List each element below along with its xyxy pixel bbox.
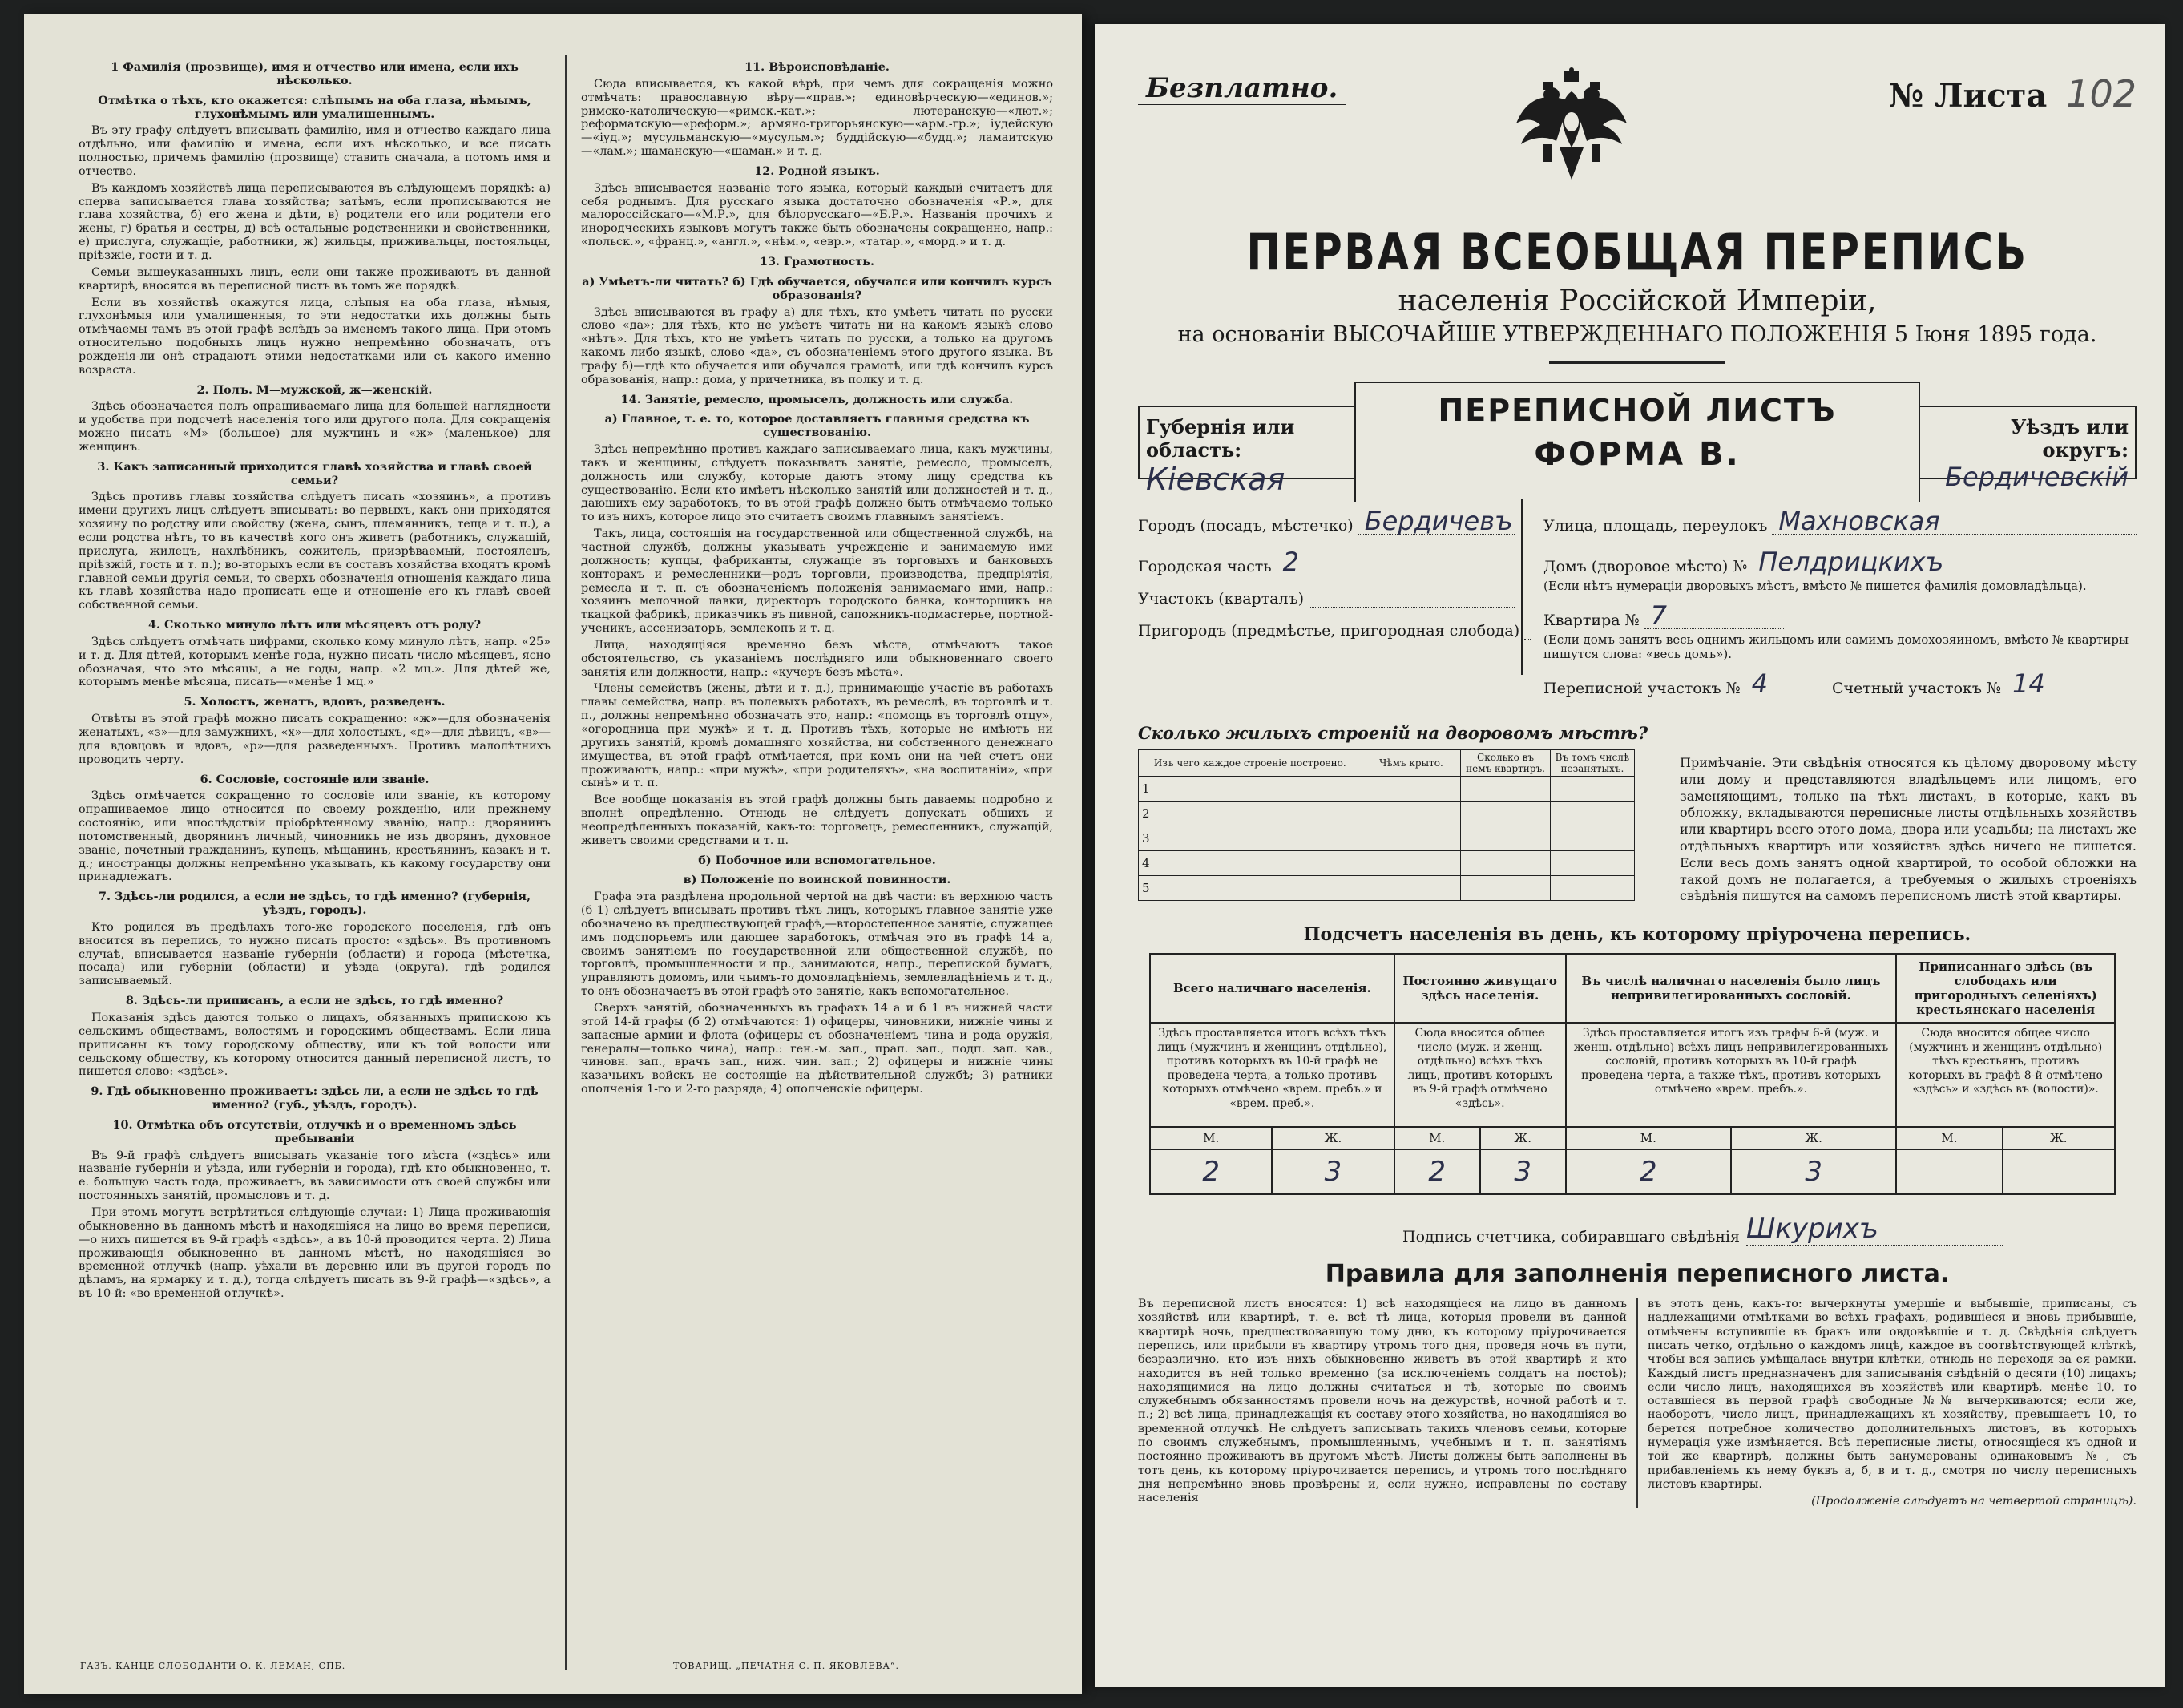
- table-cell: [1461, 826, 1550, 851]
- section-heading: а) Умѣетъ-ли читать? б) Гдѣ обучается, обучался или кончилъ курсъ образованія?: [582, 274, 1052, 302]
- table-cell: [1550, 777, 1634, 802]
- table-cell: Сюда вносится общее число (муж. и женщ. отдѣльно) всѣхъ тѣхъ лицъ, противъ которыхъ въ 9-й графѣ отмѣчено «здѣсь».: [1394, 1023, 1566, 1127]
- table-header: Приписаннаго здѣсь (въ слободахъ или пригородныхъ селеніяхъ) крестьянскаго населенія: [1896, 954, 2115, 1023]
- paragraph: Если въ хозяйствѣ окажутся лица, слѣпыя на оба глаза, нѣмыя, глухонѣмыя или умалишенныя, то эти недостатки ихъ должны быть отмѣчаемы тамъ въ этой графѣ вслѣдъ за именемъ такого лица. При этомъ относительно подобныхъ лицъ нужно непремѣнно обозначать, отъ рожденія-ли онѣ страдаютъ этими недостатками или съ какого именно возраста.: [79, 296, 551, 377]
- male-header: М.: [1394, 1127, 1480, 1149]
- section-heading: 2. Полъ. М—мужской, ж—женскій.: [196, 382, 433, 397]
- population-value: 2: [1566, 1149, 1731, 1194]
- female-header: Ж.: [1480, 1127, 1566, 1149]
- section-heading: 7. Здѣсь-ли родился, а если не здѣсь, то гдѣ именно? (губернія, уѣздъ, городъ).: [99, 890, 531, 918]
- paragraph: Графа эта раздѣлена продольной чертой на двѣ части: въ верхнюю часть (б 1) слѣдуетъ вписывать противъ тѣхъ лицъ, которыхъ главное занятіе уже обозначено въ предшествующей графѣ,—второстепенное занятіе, служащее имъ подспорьемъ или дающее заработокъ, отмѣчая это въ графѣ 14 а, своимъ занятіемъ по государственной или общественной службѣ, по торговлѣ, промышленности и пр., занимаются, напр., перепиской бумагъ, управляютъ домомъ, или чьимъ-то домовладѣніемъ, землевладѣніемъ и т. д., то онъ обозначаетъ въ этой графѣ это занятіе, какъ вспомогательное.: [581, 890, 1053, 999]
- sheet-number-label: № Листа: [1888, 77, 2048, 115]
- table-cell: [1362, 826, 1461, 851]
- house-note: (Если нѣтъ нумераціи дворовыхъ мѣстъ, вмѣсто № пишется фамилія домовладѣльца).: [1543, 579, 2087, 593]
- instructions-column-1: [79, 55, 551, 1670]
- male-header: М.: [1150, 1127, 1272, 1149]
- district-label: Уѣздъ или округъ:: [2011, 415, 2129, 462]
- paragraph: Здѣсь непремѣнно противъ каждаго записываемаго лица, какъ мужчины, такъ и женщины, слѣдуетъ показывать занятіе, ремесло, промыселъ, должность или службу, которые даютъ этому лицу средства къ существованію. Если кто имѣетъ нѣсколько занятій или должностей и т. д., дающихъ ему заработокъ, то въ этой графѣ должно быть отмѣчаемо только то изъ нихъ, которое лицо это считаетъ своимъ главнымъ занятіемъ.: [581, 443, 1053, 524]
- table-cell: [1362, 777, 1461, 802]
- population-value: [2003, 1149, 2115, 1194]
- population-value: 2: [1150, 1149, 1272, 1194]
- table-cell: Сюда вносится общее число (мужчинъ и женщинъ отдѣльно) тѣхъ крестьянъ, противъ которыхъ въ графѣ 8-й отмѣчено «здѣсь» и «здѣсь въ (волости)».: [1896, 1023, 2115, 1127]
- column-divider: [565, 55, 567, 1670]
- signature-value: Шкурихъ: [1746, 1213, 2003, 1246]
- sheet-type-box: [1354, 382, 1920, 502]
- address-block: [1138, 499, 2137, 712]
- section-field: Участокъ (кварталъ): [1138, 590, 1515, 608]
- paragraph: Здѣсь обозначается полъ опрашиваемаго лица для большей наглядности и удобства при подсчетѣ населенія того или другого пола. Для сокращенія можно писать «М» (большое) для мужчинъ и «ж» (маленькое) для женщинъ.: [79, 400, 551, 454]
- table-cell: [1362, 802, 1461, 826]
- section-heading: 5. Холостъ, женатъ, вдовъ, разведенъ.: [184, 695, 446, 709]
- section-heading: 11. Вѣроисповѣданіе.: [744, 60, 890, 74]
- rules-text: [1138, 1298, 2137, 1508]
- paragraph: Здѣсь слѣдуетъ отмѣчать цифрами, сколько кому минуло лѣтъ, напр. «25» и т. д. Для дѣтей, которымъ менѣе года, нужно писать число мѣсяцевъ, ясно обозначая, что это мѣсяцы, а не годы, напр. «2 мц.». Для дѣтей же, которымъ менѣе мѣсяца, писать—«менѣе 1 мц.»: [79, 635, 551, 689]
- section-heading: 12. Родной языкъ.: [754, 164, 880, 178]
- main-title: ПЕРВАЯ ВСЕОБЩАЯ ПЕРЕПИСЬ: [1246, 223, 2028, 281]
- house-field: Домъ (дворовое мѣсто) № Пелдрицкихъ: [1543, 549, 2137, 575]
- table-cell: 5: [1139, 876, 1362, 901]
- male-header: М.: [1896, 1127, 2002, 1149]
- table-header: Постоянно живущаго здѣсь населенія.: [1394, 954, 1566, 1023]
- table-cell: [1550, 876, 1634, 901]
- table-header: Чѣмъ крыто.: [1362, 750, 1461, 777]
- table-header: Въ томъ числѣ незанятыхъ.: [1550, 750, 1634, 777]
- table-cell: [1461, 802, 1550, 826]
- paragraph: Сюда вписывается, къ какой вѣрѣ, при чемъ для сокращенія можно отмѣчать: православную вѣру—«прав.»; единовѣрческую—«единов.»; римско-католическую—«римск.-кат.»; лютеранскую—«лют.»; реформатскую—«реформ.»; армяно-григорьянскую—«арм.-гр.»; іудейскую—«іуд.»; мусульманскую—«мусульм.»; буддійскую—«будд.»; ламаитскую—«лам.»; шаманскую—«шаман.» и т. д.: [581, 77, 1053, 159]
- left-page: [24, 14, 1082, 1694]
- legal-basis: на основаніи ВЫСОЧАЙШЕ УТВЕРЖДЕННАГО ПОЛОЖЕНІЯ 5 Іюня 1895 года.: [1177, 322, 2097, 347]
- section-heading: 9. Гдѣ обыкновенно проживаетъ: здѣсь ли, а если не здѣсь то гдѣ именно? (губ., уѣздъ, городъ).: [91, 1084, 539, 1112]
- section-heading: а) Главное, т. е. то, которое доставляетъ главныя средства къ существованію.: [604, 412, 1030, 440]
- street-field: Улица, площадь, переулокъ Махновская: [1543, 508, 2137, 535]
- section-heading: 14. Занятіе, ремесло, промыселъ, должность или служба.: [620, 392, 1014, 406]
- population-value: [1896, 1149, 2002, 1194]
- province-value: Кіевская: [1146, 462, 1285, 497]
- paragraph: Сверхъ занятій, обозначенныхъ въ графахъ 14 а и б 1 въ нижней части этой 14-й графы (б 2) отмѣчаются: 1) офицеры, чиновники, нижніе чины и запасные армии и флота (офицеры съ обозначеніемъ чина и рода оружія, генералы—только чина), напр.: ген.-м. зап., прап. зап., подп. зап. кав., чиновн. зап., врачъ зап., ниж. чин. зап.; 2) офицеры и нижніе чины казачьихъ войскъ не состоящіе на дѣйствительной службѣ; 3) ратники ополченія 1-го и 2-го разряда; 4) ополченскіе офицеры.: [581, 1002, 1053, 1096]
- section-heading: 6. Сословіе, состояніе или званіе.: [200, 772, 430, 786]
- paragraph: Въ эту графу слѣдуетъ вписывать фамилію, имя и отчество каждаго лица отдѣльно, или фамилію и имена, если ихъ нѣсколько, и все писать полностью, причемъ фамилію (прозвище) ставить сначала, а потомъ имя и отчество.: [79, 124, 551, 178]
- divider: [1549, 361, 1725, 364]
- district-box: [1920, 406, 2137, 492]
- sheet-number-value: 102: [2066, 72, 2137, 115]
- continuation-note: (Продолженіе слѣдуетъ на четвертой страницѣ).: [1811, 1495, 2137, 1508]
- female-header: Ж.: [1731, 1127, 1896, 1149]
- population-value: 2: [1394, 1149, 1480, 1194]
- population-value: 3: [1480, 1149, 1566, 1194]
- female-header: Ж.: [1272, 1127, 1394, 1149]
- section-heading: 4. Сколько минуло лѣтъ или мѣсяцевъ отъ роду?: [147, 618, 482, 632]
- section-heading: 3. Какъ записанный приходится главѣ хозяйства и главѣ своей семьи?: [97, 459, 532, 487]
- table-cell: [1461, 777, 1550, 802]
- male-header: М.: [1566, 1127, 1731, 1149]
- section-heading: 8. Здѣсь-ли приписанъ, а если не здѣсь, то гдѣ именно?: [125, 994, 504, 1008]
- section-heading: 10. Отмѣтка объ отсутствіи, отлучкѣ и о временномъ здѣсь пребываніи: [112, 1117, 517, 1145]
- printer-mark-left: ГАЗЪ. КАНЦЕ СЛОБОДАНТИ О. К. ЛЕМАН, СПБ.: [80, 1661, 346, 1671]
- table-header: Изъ чего каждое строеніе построено.: [1139, 750, 1362, 777]
- table-cell: 2: [1139, 802, 1362, 826]
- paragraph: Въ каждомъ хозяйствѣ лица переписываются въ слѣдующемъ порядкѣ: а) сперва записывается глава хозяйства; затѣмъ, если прописываются не глава хозяйства, б) его жена и дѣти, в) родители его или родители его жены, г) братья и сестры, д) всѣ остальные родственники и свойственники, е) прислуга, служащіе, работники, ж) жильцы, приживальцы, постояльцы, пріѣзжіе, гости и т. д.: [79, 181, 551, 262]
- table-cell: 1: [1139, 777, 1362, 802]
- apartment-note: (Если домъ занятъ весь однимъ жильцомъ или самимъ домохозяиномъ, вмѣсто № квартиры пишутся слова: «весь домъ»).: [1543, 632, 2129, 661]
- rules-column-1: Въ переписной листъ вносятся: 1) всѣ находящіеся на лицо въ данномъ хозяйствѣ или квартирѣ, т. е. всѣ тѣ лица, которыя провели въ данной квартирѣ ночь, предшествовавшую тому дню, къ которому пріурочивается перепись, или прибыли въ квартиру утромъ того дня, проведя ночь въ пути, безразлично, кто изъ нихъ обыкновенно живетъ въ этой квартирѣ и кто находится въ ней только временно (за исключеніемъ солдатъ на постоѣ); находящимися на лицо должны считаться и тѣ, которые по своимъ служебнымъ обязанностямъ провели ночь на дежурствѣ, ночной работѣ и т. п.; 2) всѣ лица, принадлежащія къ составу этого хозяйства, но находящіяся во временной отлучкѣ. Не слѣдуетъ записывать такихъ членовъ семьи, которые по своимъ служебнымъ, промышленнымъ, учебнымъ и т. п. занятіямъ постоянно проживаютъ въ другомъ мѣстѣ. Листы должны быть заполнены въ тотъ день, къ которому пріурочивается перепись, и утромъ того послѣдняго дня непремѣнно вновь провѣрены и, если нужно, исправлены по составу населенія: [1138, 1298, 1627, 1505]
- city-field: Городъ (посадъ, мѣстечко) Бердичевъ: [1138, 508, 1515, 535]
- paragraph: Такъ, лица, состоящія на государственной или общественной службѣ, на частной службѣ, должны указывать учрежденіе и занимаемую ими должность; купцы, фабриканты, служащіе въ торговыхъ и банковыхъ конторахъ и ремесленники—родъ торговли, производства, предпріятія, ремесла и т. п. съ обозначеніемъ положенія занимаемаго ими, напр.: хозяинъ мелочной лавки, директоръ городского банка, конторщикъ на ткацкой фабрикѣ, приказчикъ въ пивной, сапожникъ-подмастерье, портной-ученикъ, ассенизаторъ, землекопъ и т. д.: [581, 527, 1053, 636]
- paragraph: Кто родился въ предѣлахъ того-же городского поселенія, гдѣ онъ вносится въ перепись, то нужно писать просто: «здѣсь». Въ противномъ случаѣ, вписывается названіе губерніи (области) и города (мѣстечка, посада) или губерніи (области) и уѣзда (округа), гдѣ родился записываемый.: [79, 920, 551, 988]
- table-cell: [1461, 851, 1550, 876]
- table-cell: [1362, 851, 1461, 876]
- table-row: [1139, 802, 1635, 826]
- table-cell: Здѣсь проставляется итогъ изъ графы 6-й (муж. и женщ. отдѣльно) всѣхъ лицъ непривилегированныхъ сословій, противъ которыхъ въ 10-й графѣ проведена черта, а также тѣхъ, противъ которыхъ отмѣчено «врем. пребъ.».: [1566, 1023, 1897, 1127]
- census-district-field: Переписной участокъ № 4: [1543, 671, 1808, 697]
- district-value: Бердичевскій: [1945, 462, 2129, 492]
- buildings-section: [1138, 723, 2137, 905]
- female-header: Ж.: [2003, 1127, 2115, 1149]
- sheet-type: ПЕРЕПИСНОЙ ЛИСТЪ: [1438, 393, 1837, 428]
- paragraph: Семьи вышеуказанныхъ лицъ, если они также проживаютъ въ данной квартирѣ, вносятся въ переписной листъ въ томъ же порядкѣ.: [79, 265, 551, 293]
- paragraph: Здѣсь вписывается названіе того языка, который каждый считаетъ для себя роднымъ. Для русскаго языка достаточно обозначенія «Р.», для малороссійскаго—«М.Р.», для бѣлорусскаго—«Б.Р.». Названія прочихъ и инородческихъ языковъ могутъ также быть обозначены сокращенно, напр.: «польск.», «франц.», «англ.», «нѣм.», «евр.», «татар.», «морд.» и т. д.: [581, 181, 1053, 249]
- table-row: [1139, 826, 1635, 851]
- table-cell: 3: [1139, 826, 1362, 851]
- form-header: [1138, 382, 2137, 502]
- table-cell: [1550, 851, 1634, 876]
- section-heading: 1 Фамилія (прозвище), имя и отчество или имена, если ихъ нѣсколько.: [111, 60, 519, 87]
- buildings-note: Примѣчаніе. Эти свѣдѣнія относятся къ цѣлому дворовому мѣсту или дому и представляются владѣльцемъ или лицомъ, его заменяющимъ, только на тѣхъ листахъ, в которые, какъ въ обложку, вкладываются переписные листы отдѣльныхъ хозяйствъ или квартиръ всего этого дома, двора или усадьбы; на листахъ же отдѣльныхъ квартиръ или хозяйствъ здѣсь ничего не пишется. Если весь домъ занятъ одной квартирой, то особой обложки на такой домъ не полагается, а требуемыя о жилыхъ строеніяхъ свѣдѣнія пишутся на самомъ переписномъ листѣ этой квартиры.: [1680, 755, 2137, 904]
- signature-line: [1402, 1213, 2137, 1246]
- buildings-table: [1138, 749, 1635, 901]
- table-row: [1139, 777, 1635, 802]
- population-value: 3: [1731, 1149, 1896, 1194]
- table-cell: Здѣсь проставляется итогъ всѣхъ тѣхъ лицъ (мужчинъ и женщинъ отдѣльно), противъ которыхъ въ 10-й графѣ не проведена черта, а только противъ которыхъ отмѣчено «врем. пребъ.» и «врем. преб.».: [1150, 1023, 1394, 1127]
- buildings-title: Сколько жилыхъ строеній на дворовомъ мѣстѣ?: [1138, 723, 1648, 743]
- city-part-field: Городская часть 2: [1138, 549, 1515, 575]
- population-title: Подсчетъ населенія въ день, къ которому пріурочена перепись.: [1303, 924, 1971, 946]
- population-table: [1149, 953, 2116, 1195]
- paragraph: Въ 9-й графѣ слѣдуетъ вписывать указаніе того мѣста («здѣсь» или названіе губерніи и уѣзда, или губерніи и города), гдѣ кто обыкновенно, т. е. большую часть года, проживаетъ, въ зависимости отъ своей службы или постоянныхъ занятій, промысловъ и т. д.: [79, 1149, 551, 1203]
- paragraph: Здѣсь вписываются въ графу а) для тѣхъ, кто умѣетъ читать по русски слово «да»; для тѣхъ, кто не умѣетъ читать ни на какомъ языкѣ слово «нѣтъ». Для тѣхъ, кто не умѣетъ читать по русски, а только на другомъ какомъ либо языкѣ, слово «да», съ обозначеніемъ этого другого языка. Въ графу б)—гдѣ кто обучается или обучался грамотѣ, или гдѣ кончилъ курсъ образованія, напр.: дома, у причетника, въ полку и т. д.: [581, 305, 1053, 386]
- rules-title: Правила для заполненія переписного листа.: [1325, 1260, 1950, 1289]
- paragraph: Показанія здѣсь даются только о лицахъ, обязанныхъ припискою къ сельскимъ обществамъ, волостямъ и городскимъ обществамъ. Если лица приписаны къ тому городскому обществу, или къ той волости или сельскому обществу, къ которому относится данный переписной листъ, то пишется слово: «здѣсь».: [79, 1011, 551, 1079]
- section-heading: Отмѣтка о тѣхъ, кто окажется: слѣпымъ на оба глаза, нѣмымъ, глухонѣмымъ или умалишеннымъ.: [98, 93, 531, 121]
- table-row: [1139, 876, 1635, 901]
- count-district-field: Счетный участокъ № 14: [1832, 671, 2096, 697]
- printer-mark-right: ТОВАРИЩ. „ПЕЧАТНЯ С. П. ЯКОВЛЕВА“.: [673, 1661, 900, 1671]
- table-header: Сколько въ немъ квартиръ.: [1461, 750, 1550, 777]
- table-header: Всего наличнаго населенія.: [1150, 954, 1394, 1023]
- double-headed-eagle-icon: [1511, 67, 1632, 188]
- subtitle: населенія Россійской Имперіи,: [1398, 285, 1877, 317]
- paragraph: Здѣсь противъ главы хозяйства слѣдуетъ писать «хозяинъ», а противъ имени другихъ лицъ слѣдуетъ вписывать: во-первыхъ, какъ они приходятся хозяину по родству или свойству (жена, сынъ, племянникъ, теща и т. п.), а если родства нѣтъ, то въ качествѣ кого онъ живетъ (работникъ, служащій, прислуга, жилецъ, нахлѣбникъ, сожитель, призрѣваемый, постоялецъ, пріѣзжій, гость и т. п.); во-вторыхъ если въ составъ хозяйства входятъ кромѣ главной семьи другія семьи, то сверхъ обозначенія отношенія каждаго лица къ главѣ хозяйства надо прописать еще и отношеніе его къ главѣ своей собственной семьи.: [79, 491, 551, 612]
- section-heading: б) Побочное или вспомогательное.: [698, 853, 936, 867]
- instructions-column-2: [581, 55, 1053, 1670]
- sheet-number: [1889, 72, 2137, 115]
- suburb-field: Пригородъ (предмѣстье, пригородная слобода): [1138, 622, 1515, 640]
- table-cell: [1550, 826, 1634, 851]
- province-box: [1138, 406, 1354, 497]
- province-label: Губернія или область:: [1146, 415, 1295, 462]
- section-heading: 13. Грамотность.: [760, 254, 874, 269]
- section-heading: в) Положеніе по воинской повинности.: [683, 873, 951, 887]
- paragraph: Здѣсь отмѣчается сокращенно то сословіе или званіе, къ которому опрашиваемое лицо относится по своему рожденію, или прежнему состоянію, или впослѣдствіи пріобрѣтенному званію, напр.: дворянинъ потомственный, дворянинъ личный, чиновникъ не изъ дворянъ, духовное званіе, почетный гражданинъ, купецъ, мѣщанинъ, крестьянинъ, казакъ и т. д.; иностранцы должны непремѣнно указывать, къ какому государству они принадлежатъ.: [79, 789, 551, 884]
- apartment-field: Квартира № 7: [1543, 603, 1784, 629]
- form-type: ФОРМА В.: [1534, 436, 1741, 473]
- table-header: Въ числѣ наличнаго населенія было лицъ непривилегированныхъ сословій.: [1566, 954, 1897, 1023]
- population-value: 3: [1272, 1149, 1394, 1194]
- table-cell: [1461, 876, 1550, 901]
- paragraph: Все вообще показанія въ этой графѣ должны быть даваемы подробно и вполнѣ опредѣленно. Отнюдь не слѣдуетъ допускать общихъ и неопредѣленныхъ показаній, какъ-то: торговецъ, ремесленникъ, служащій, живетъ своими средствами и т. п.: [581, 793, 1053, 847]
- paragraph: Отвѣты въ этой графѣ можно писать сокращенно: «ж»—для обозначенія женатыхъ, «з»—для замужнихъ, «х»—для холостыхъ, «д»—для дѣвицъ, «в»—для вдовцовъ и вдовъ, «р»—для разведенныхъ. Противъ малолѣтнихъ проводить черту.: [79, 713, 551, 766]
- signature-label: Подпись счетчика, собиравшаго свѣдѣнія: [1402, 1228, 1740, 1246]
- table-cell: [1362, 876, 1461, 901]
- paragraph: При этомъ могутъ встрѣтиться слѣдующіе случаи: 1) Лица проживающія обыкновенно въ данномъ мѣстѣ и находящіяся на лицо во время переписи,—о нихъ пишется въ 9-й графѣ «здѣсь», а въ 10-й проводится черта. 2) Лица проживающія обыкновенно въ данномъ мѣстѣ, но находящіяся во временной отлучкѣ (напр. уѣхали въ деревню или въ другой городъ по дѣламъ, на ярмарку и т. д.), тогда слѣдуетъ писать въ 9-й графѣ—«здѣсь», а въ 10-й: «во временной отлучкѣ».: [79, 1205, 551, 1301]
- table-row: [1139, 851, 1635, 876]
- paragraph: Лица, находящіяся временно безъ мѣста, отмѣчаютъ такое обстоятельство, съ указаніемъ послѣдняго или обыкновеннаго своего занятія или должности, напр.: «кучеръ безъ мѣста».: [581, 638, 1053, 679]
- table-cell: 4: [1139, 851, 1362, 876]
- table-cell: [1550, 802, 1634, 826]
- paragraph: Члены семействъ (жены, дѣти и т. д.), принимающіе участіе въ работахъ главы семейства, напр. въ полевыхъ работахъ, въ ремеслѣ, въ торговлѣ и т. п., должны непремѣнно обозначать это, напр.: «помощь въ торговлѣ отцу», «огородница при мужѣ» и т. д. Противъ тѣхъ, которые не имѣютъ ни другихъ занятій, кромѣ домашняго хозяйства, ни собственного денежнаго имущества, въ этой графѣ отмѣчается, при комъ они на чей счетъ они проживаютъ, напр.: «при мужѣ», «при родителяхъ», «на воспитаніи», «при сынѣ» и т. п.: [581, 682, 1053, 790]
- free-label: Безплатно.: [1138, 72, 1346, 107]
- rules-column-2: въ этотъ день, какъ-то: вычеркнуты умершіе и выбывшіе, приписаны, съ надлежащими отмѣтками во всѣхъ графахъ, родившіеся и вновь прибывшіе, отмѣчены вступившіе въ бракъ или овдовѣвшіе и т. д. Свѣдѣнія слѣдуетъ писать четко, отдѣльно о каждомъ лицѣ, каждое въ соотвѣтствующей клѣткѣ, чтобы вся запись умѣщалась внутри клѣтки, отнюдь не переходя за ея рамки. Каждый листъ предназначенъ для записыванія свѣдѣній о десяти (10) лицахъ; если число лицъ, находящихся въ хозяйствѣ или квартирѣ, менѣе 10, то оставшіеся въ первой графѣ свободные №№ вычеркиваются; если же, наоборотъ, число лицъ, принадлежащихъ къ хозяйству, превышаетъ 10, то берется потребное количество дополнительныхъ листовъ, въ которыхъ нумерація уже измѣняется. Всѣ переписные листы, относящіеся къ одной и той же квартирѣ, должны быть занумерованы одинаковымъ №, съ прибавленіемъ къ нему буквъ а, б, в и т. д., смотря по числу переписныхъ листовъ квартиры.: [1648, 1298, 2137, 1491]
- census-form-page: [1095, 24, 2165, 1687]
